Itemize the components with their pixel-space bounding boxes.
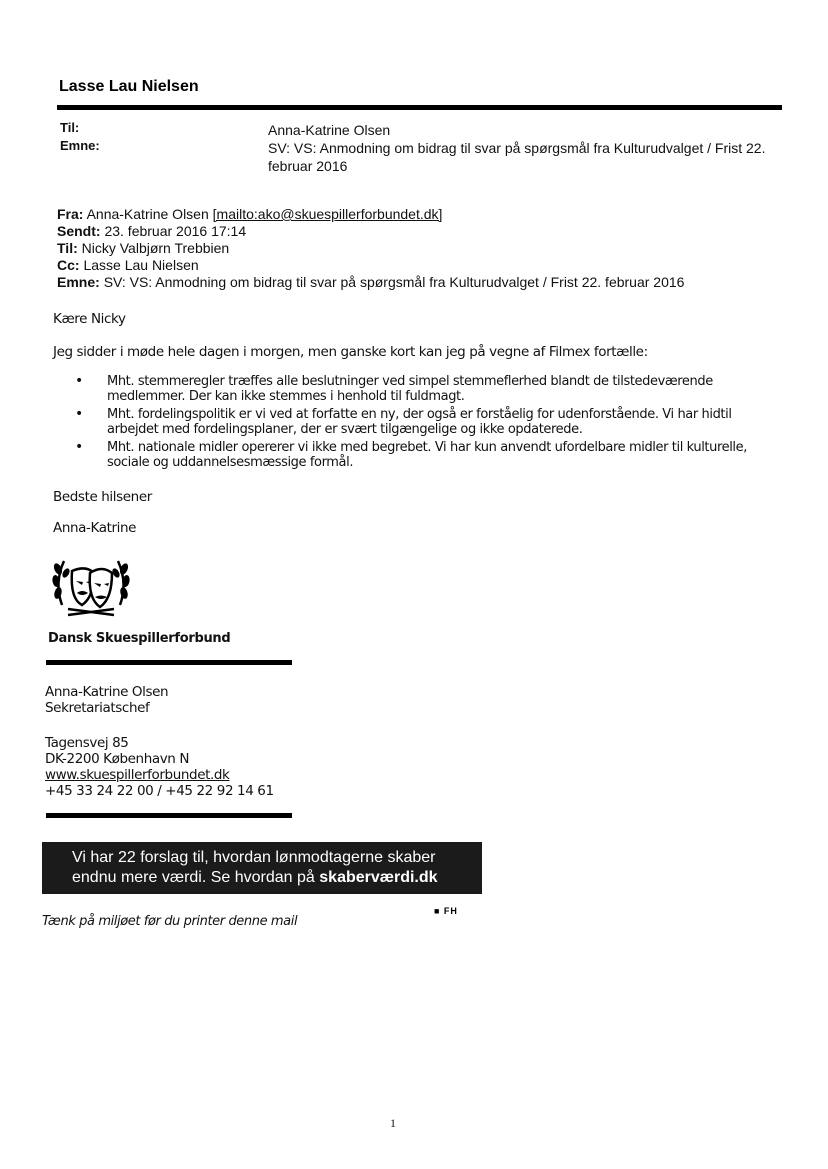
list-item <box>75 440 755 470</box>
emne-label: Emne: <box>60 138 100 153</box>
closing: Bedste hilsener <box>53 489 152 505</box>
header-divider <box>57 105 782 110</box>
fwd-cc-label: Cc: <box>57 257 80 273</box>
intro-text: Jeg sidder i møde hele dagen i morgen, men ganske kort kan jeg på vegne af Filmex fortælle: <box>53 344 648 360</box>
fwd-sent-label: Sendt: <box>57 223 101 239</box>
fwd-to-value: Nicky Valbjørn Trebbien <box>81 240 230 256</box>
campaign-banner[interactable] <box>42 842 482 894</box>
fh-logo: ■ FH <box>434 906 458 916</box>
sig-city: DK-2200 København N <box>45 751 190 767</box>
list-item <box>75 374 755 404</box>
fwd-to <box>57 240 229 256</box>
list-item <box>75 407 755 437</box>
bullet-text: Mht. stemmeregler træffes alle beslutninger ved simpel stemmeflerhed blandt de tilstedeværende medlemmer. Der kan ikke stemmes i henhold til fuldmagt. <box>107 374 713 404</box>
banner-line-2 <box>72 868 482 888</box>
signature-divider-bottom <box>46 813 292 818</box>
bullet-icon: • <box>75 439 83 455</box>
fwd-sent-value: 23. februar 2016 17:14 <box>104 223 247 239</box>
fwd-cc <box>57 257 199 273</box>
banner-line-1: Vi har 22 forslag til, hvordan lønmodtagerne skaber <box>72 849 436 866</box>
bullet-text: Mht. fordelingspolitik er vi ved at forfatte en ny, der også er forståelig for udenforstående. Vi har hidtil arbejdet med fordelingsplaner, der er svært tilgængelige og ikke opdaterede. <box>107 407 732 437</box>
environment-note: Tænk på miljøet før du printer denne mail <box>42 914 298 929</box>
til-label: Til: <box>60 120 80 135</box>
signoff: Anna-Katrine <box>53 520 137 536</box>
sig-street: Tagensvej 85 <box>45 735 129 751</box>
sig-person-title: Sekretariatschef <box>45 700 150 716</box>
fwd-subject-label: Emne: <box>57 274 100 290</box>
bullet-icon: • <box>75 406 83 422</box>
banner-link[interactable]: skaberværdi.dk <box>319 869 438 886</box>
sender-name: Lasse Lau Nielsen <box>59 78 199 95</box>
til-value: Anna-Katrine Olsen <box>268 122 391 138</box>
theatre-masks-logo-icon <box>48 553 134 623</box>
fwd-from-value: Anna-Katrine Olsen <box>86 206 209 222</box>
fwd-sent <box>57 223 246 239</box>
signature-divider <box>46 660 292 665</box>
fwd-from-email-link[interactable]: [mailto:ako@skuespillerforbundet.dk] <box>212 206 443 222</box>
page-number: 1 <box>390 1116 396 1130</box>
sig-website-link[interactable]: www.skuespillerforbundet.dk <box>45 767 230 783</box>
fwd-from <box>57 206 442 222</box>
sig-person-name: Anna-Katrine Olsen <box>45 684 169 700</box>
banner-line-2-text: endnu mere værdi. Se hvordan på <box>72 869 320 886</box>
greeting: Kære Nicky <box>53 311 126 327</box>
emne-value: SV: VS: Anmodning om bidrag til svar på spørgsmål fra Kulturudvalget / Frist 22. februar 2016 <box>268 140 766 174</box>
fwd-to-label: Til: <box>57 240 78 256</box>
bullet-text: Mht. nationale midler opererer vi ikke med begrebet. Vi har kun anvendt ufordelbare midler til kulturelle, sociale og uddannelsesmæssige formål. <box>107 440 747 470</box>
fwd-subject-value: SV: VS: Anmodning om bidrag til svar på spørgsmål fra Kulturudvalget / Frist 22. februar 2016 <box>103 274 685 290</box>
bullet-icon: • <box>75 373 83 389</box>
fwd-subject <box>57 274 684 290</box>
sig-phones: +45 33 24 22 00 / +45 22 92 14 61 <box>45 783 274 799</box>
fwd-cc-value: Lasse Lau Nielsen <box>83 257 199 273</box>
bullet-list <box>75 374 755 473</box>
fwd-from-label: Fra: <box>57 206 84 222</box>
org-name: Dansk Skuespillerforbund <box>48 631 231 646</box>
